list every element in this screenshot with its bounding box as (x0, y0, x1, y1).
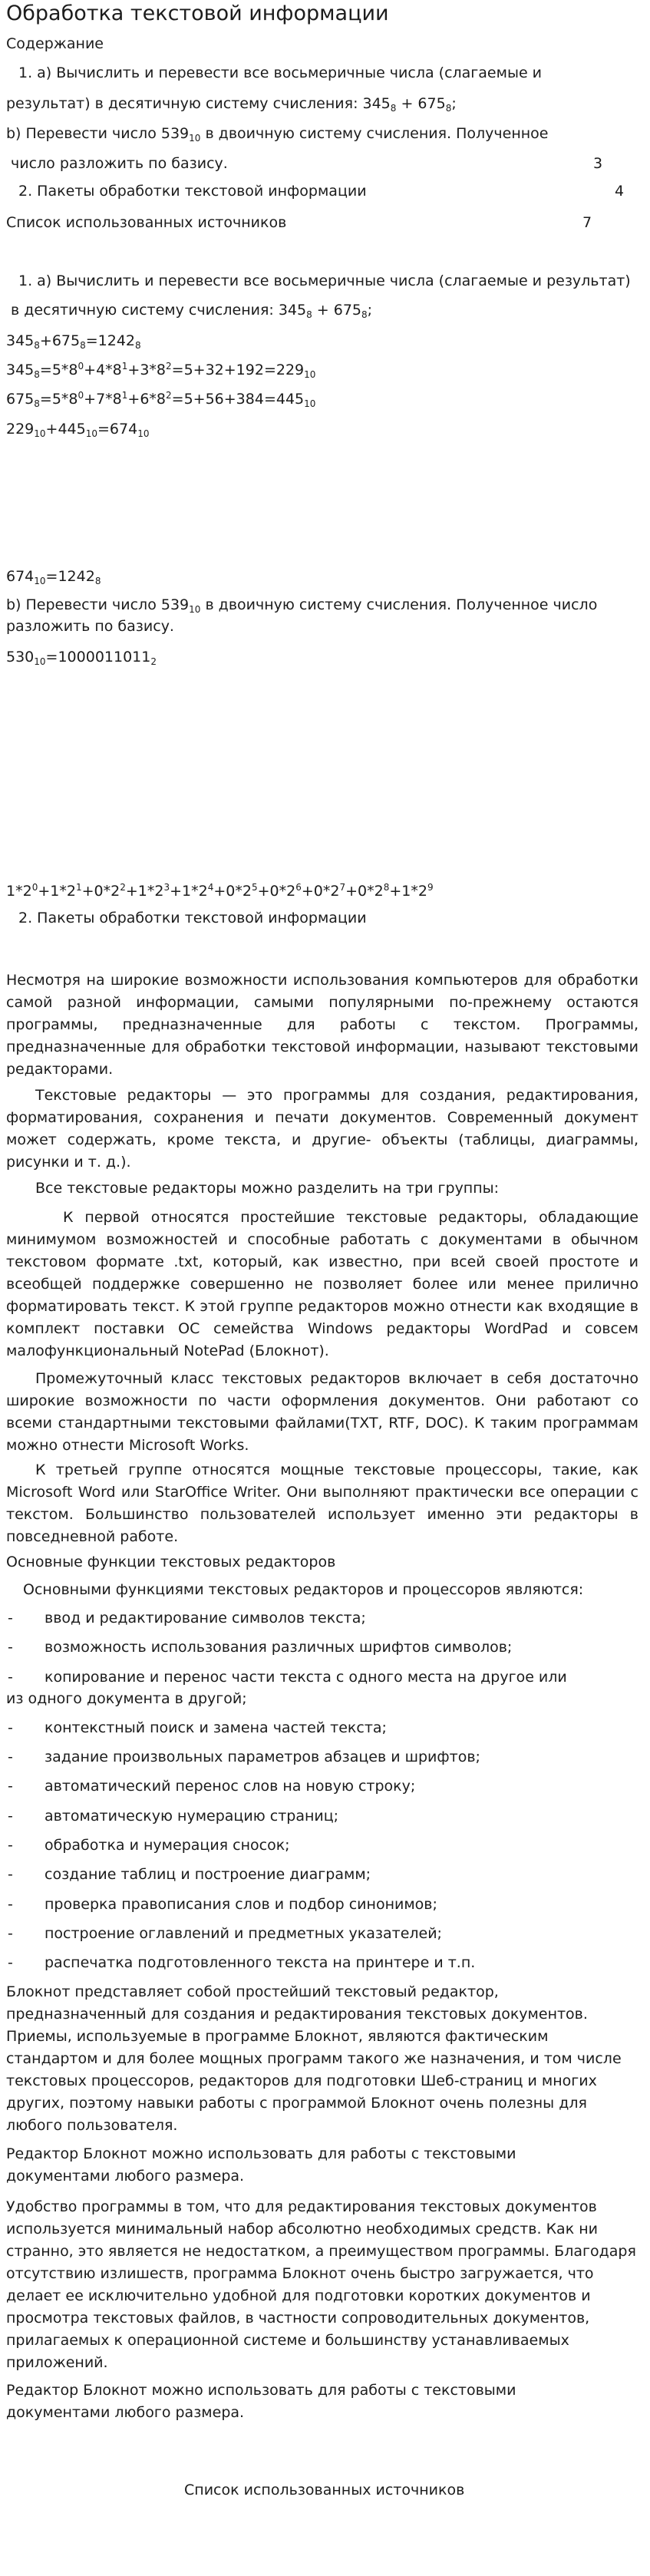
toc-page-number: 4 (615, 183, 625, 200)
paragraph: Основными функциями текстовых редакторов и процессоров являются: (23, 1581, 584, 1598)
toc-heading: Содержание (6, 35, 104, 52)
paragraph: Блокнот представляет собой простейший текстовый редактор, предназначенный для создания и редактирования текстовых документов. Приемы, используемые в программе Блокнот, являются фактическим стандартом и для более мощных программ такого же назначения, и том числе текстовых процессоров, редакторов для подготовки Шеб-страниц и многих других, поэтому навыки работы с программой Блокнот очень полезны для любого пользователя. (6, 1983, 622, 2134)
sources-heading: Список использованных источников (184, 2482, 465, 2498)
subheading: Основные функции текстовых редакторов (6, 1554, 336, 1570)
task-b-line1: b) Перевести число $539_{10}$ в двоичную систему счисления. Полученное число (6, 596, 598, 615)
paragraph: Редактор Блокнот можно использовать для работы с текстовыми документами любого размера. (6, 2382, 516, 2421)
toc-sources: Список использованных источников (6, 214, 287, 231)
paragraph: К первой относятся простейшие текстовые редакторы, обладающие минимумом возможностей и способные работать с документами в обычном текстовом формате .txt, который, как известно, при всей своей простоте и всеобщей поддержке совершенно не позволяет более или менее прилично форматировать текст. К этой группе редакторов можно отнести как входящие в комплект поставки ОС семейства Windows редакторы WordPad и совсем малофункциональный NotePad (Блокнот). (6, 1209, 638, 1359)
paragraph: К третьей группе относятся мощные текстовые процессоры, такие, как Microsoft Word или StarOffice Writer. Они выполняют практически все операции с текстом. Большинство пользователей использует именно эти редакторы в повседневной работе. (6, 1461, 638, 1545)
paragraph: Несмотря на широкие возможности использования компьютеров для обработки самой разной информации, самыми популярными по-прежнему остаются программы, предназначенные для работы с текстом. Программы, предназначенные для обработки текстовой информации, называют текстовыми редакторами. (6, 972, 638, 1078)
task-b-line2: разложить по базису. (6, 618, 174, 635)
list-item-continuation: из одного документа в другой; (6, 1690, 247, 1707)
equation: $674_{10}=1242_8$ (6, 568, 101, 586)
toc-item-2: 2. Пакеты обработки текстовой информации (18, 183, 367, 200)
toc-page-number: 3 (593, 155, 603, 172)
toc-page-number: 7 (582, 214, 592, 231)
paragraph: Удобство программы в том, что для редактирования текстовых документов используется минимальный набор абсолютно необходимых средств. Как ни странно, это является не недостатком, а преимуществом программы. Благодаря отсутствию излишеств, программа Блокнот очень быстро загружается, что делает ее исключительно удобной для подготовки коротких документов и просмотра текстовых файлов, в частности сопроводительных документов, прилагаемых к операционной системе и большинству устанавливаемых приложений. (6, 2198, 636, 2371)
toc-item-1b-line2: число разложить по базису. (11, 155, 228, 172)
equation: $345_8=5*8^0+4*8^1+3*8^2=5+32+192=229_{10}$ (6, 361, 316, 380)
toc-item-1a-line2: результат) в десятичную систему счисления: $345_8 + 675_8$; (6, 95, 457, 114)
binary-expansion: $1*2^0+1*2^1+0*2^2+1*2^3+1*2^4+0*2^5+0*2^6+0*2^7+0*2^8+1*2^9$ (6, 882, 434, 900)
paragraph: Текстовые редакторы — это программы для создания, редактирования, форматирования, сохранения и печати документов. Современный документ может содержать, кроме текста, и другие- объекты (таблицы, диаграммы, рисунки и т. д.). (6, 1087, 638, 1171)
paragraph: Все текстовые редакторы можно разделить на три группы: (35, 1180, 500, 1197)
paragraph: Редактор Блокнот можно использовать для работы с текстовыми документами любого размера. (6, 2145, 516, 2185)
task-a-line2: в десятичную систему счисления: $345_8 + 675_8$; (11, 302, 373, 320)
section-heading: 2. Пакеты обработки текстовой информации (18, 910, 367, 926)
paragraph: Промежуточный класс текстовых редакторов включает в себя достаточно широкие возможности по части оформления документов. Они работают со всеми стандартными текстовыми файлами(TXT, RTF, DOC). К таким программам можно отнести Microsoft Works. (6, 1370, 638, 1454)
equation: $229_{10}+445_{10}=674_{10}$ (6, 421, 150, 439)
equation: $675_8=5*8^0+7*8^1+6*8^2=5+56+384=445_{10}$ (6, 390, 316, 409)
toc-item-1a-line1: 1. а) Вычислить и перевести все восьмеричные числа (слагаемые и (18, 64, 543, 81)
page-title: Обработка текстовой информации (6, 2, 389, 25)
equation: $530_{10}=1000011011_2$ (6, 649, 157, 667)
toc-item-1b-line1: b) Перевести число $539_{10}$ в двоичную систему счисления. Полученное (6, 125, 549, 144)
equation: $345_8+675_8=1242_8$ (6, 332, 141, 351)
task-a-heading: 1. а) Вычислить и перевести все восьмеричные числа (слагаемые и результат) (18, 272, 631, 289)
